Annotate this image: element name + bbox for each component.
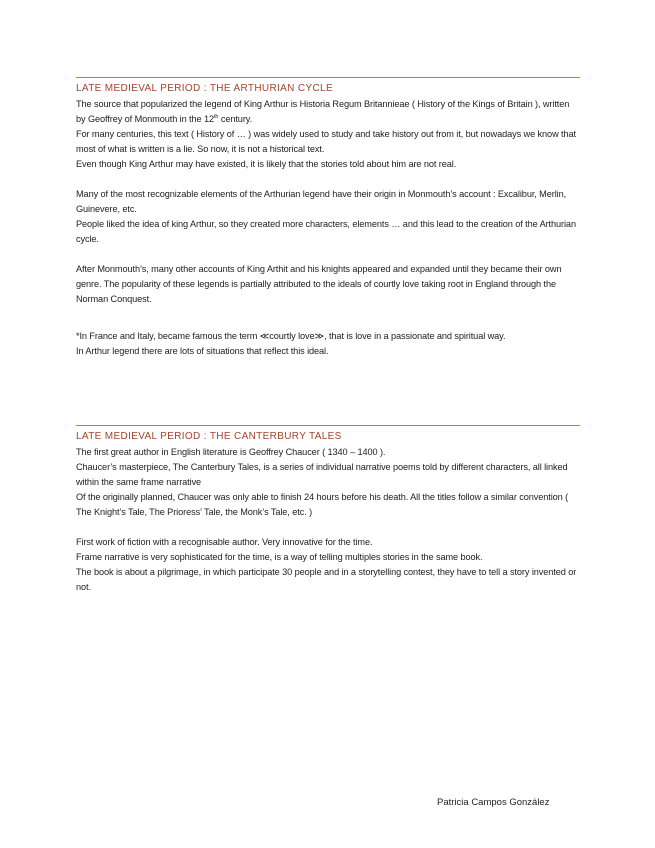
paragraph: The source that popularized the legend of King Arthur is Historia Regum Britannieae ( History of the Kings of Britain ), written by Geoffrey of Monmouth in the 12th century. [76,99,570,124]
superscript: th [214,113,219,120]
section-heading: LATE MEDIEVAL PERIOD : THE ARTHURIAN CYCLE [76,83,333,94]
paragraph: Frame narrative is very sophisticated for the time, is a way of telling multiples stories in the same book. [76,552,483,562]
paragraph: Many of the most recognizable elements of the Arthurian legend have their origin in Monmouth’s account : Excalibur, Merlin, Guinevere, etc. [76,189,567,214]
paragraph: People liked the idea of king Arthur, so they created more characters, elements … and this lead to the creation of the Arthurian cycle. [76,219,576,244]
author-name: Patricia Campos González [437,797,550,808]
paragraph: Of the originally planned, Chaucer was only able to finish 24 hours before his death. All the titles follow a similar convention ( The Knight’s Tale, The Prioress’ Tale, the Monk’s Tale, etc. ) [76,492,569,517]
paragraph: The first great author in English literature is Geoffrey Chaucer ( 1340 – 1400 ). [76,447,386,457]
section-arthurian-cycle [76,77,580,359]
paragraph: Even though King Arthur may have existed, it is likely that the stories told about him are not real. [76,159,457,169]
paragraph: The book is about a pilgrimage, in which participate 30 people and in a storytelling contest, they have to tell a story invented or not. [76,567,577,592]
section-heading: LATE MEDIEVAL PERIOD : THE CANTERBURY TALES [76,431,342,442]
note-paragraph: *In France and Italy, became famous the term ≪courtly love≫, that is love in a passionate and spiritual way. [76,331,506,341]
paragraph: For many centuries, this text ( History of … ) was widely used to study and take history out from it, but nowadays we know that most of what is written is a lie. So now, it is not a historical text. [76,129,576,154]
section-divider [76,425,580,426]
section-divider [76,77,580,78]
paragraph: Chaucer’s masterpiece, The Canterbury Tales, is a series of individual narrative poems told by different characters, all linked within the same frame narrative [76,462,568,487]
section-canterbury-tales [76,425,580,595]
paragraph: First work of fiction with a recognisable author. Very innovative for the time. [76,537,373,547]
paragraph: After Monmouth’s, many other accounts of King Arthit and his knights appeared and expanded until they became their own genre. The popularity of these legends is partially attributed to the ideals of courtly love taking root in England through the Norman Conquest. [76,264,562,304]
note-paragraph: In Arthur legend there are lots of situations that reflect this ideal. [76,346,329,356]
